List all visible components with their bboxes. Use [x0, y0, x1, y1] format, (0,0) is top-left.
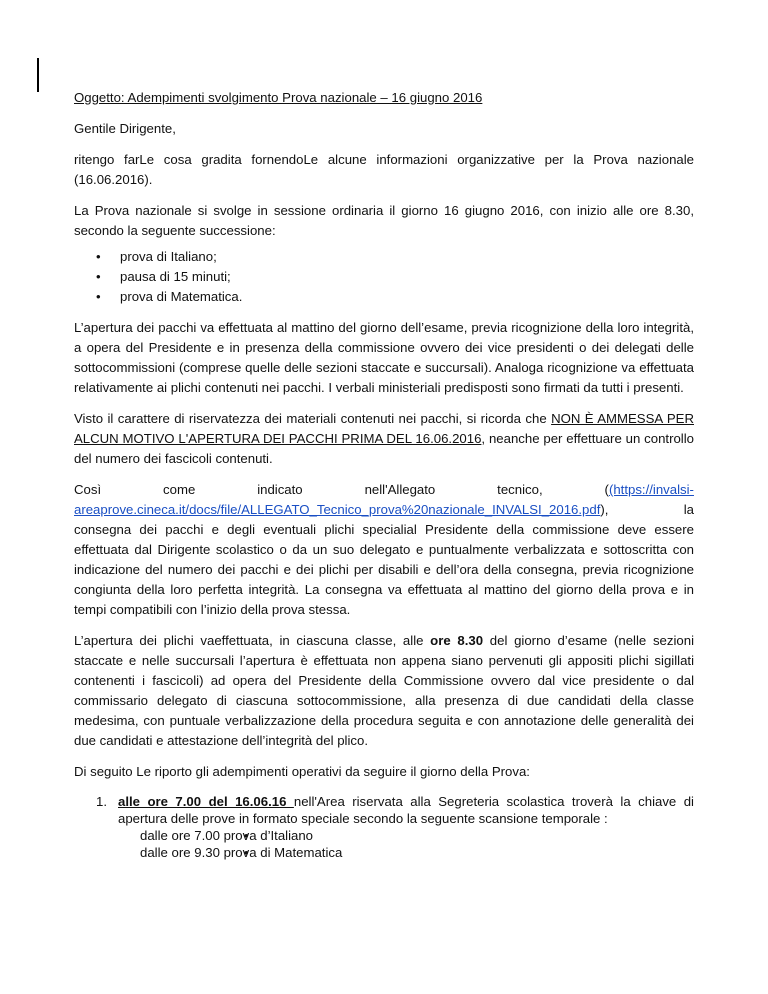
allegato-link-continued[interactable]: areaprove.cineca.it/docs/file/ALLEGATO_Tecnico_prova%20nazionale_INVALSI_2016.pdf — [74, 502, 601, 517]
no-opening-warning: NON È AMMESSA PER ALCUN MOTIVO L'APERTURA DEI PACCHI PRIMA DEL 16.06.2016 — [74, 411, 694, 446]
delivery-first-line: Così come indicato nell'Allegato tecnico, ((https://invalsi- — [74, 480, 694, 500]
steps-list — [96, 793, 694, 861]
margin-change-bar — [37, 58, 39, 92]
plichi-paragraph: L’apertura dei plichi vaeffettuata, in ciascuna classe, alle ore 8.30 del giorno d’esame (nelle sezioni staccate e nelle succursali l’apertura è effettuata non appena siano pervenuti gli appositi plichi sigillati contenenti i fascicoli) ad opera del Presidente della Commissione ovvero dal vice presidente o dal commissario delegato di ciascuna sottocommissione, alla presenza di due candidati della classe medesima, con puntuale verbalizzazione della procedura seguita e con annotazione delle generalità dei due candidati e attestazione dell’integrità del plico. — [74, 633, 695, 748]
subject-line: Oggetto: Adempimenti svolgimento Prova nazionale – 16 giugno 2016 — [74, 90, 483, 105]
intro-paragraph: ritengo farLe cosa gradita fornendoLe alcune informazioni organizzative per la Prova nazionale (16.06.2016). — [74, 152, 694, 187]
schedule-list — [74, 247, 694, 307]
list-item: • pausa di 15 minuti; — [74, 267, 694, 287]
delivery-paragraph: Così come indicato nell'Allegato tecnico, ((https://invalsi- areaprove.cineca.it/docs/file/ALLEGATO_Tecnico_prova%20nazionale_INVALSI_2016.pdf), la consegna dei pacchi e degli eventuali plichi specialial Presidente della commissione deve essere effettuata dal Dirigente scolastico o da un suo delegato e puntualmente verbalizzata e sottoscritta con indicazione del numero dei pacchi e dei plichi per disabili e dell’ora della consegna, previa ricognizione congiunta della loro perfetta integrità. La consegna va effettuata al mattino del giorno della prova e in tempi compatibili con l’inizio della prova stessa. — [74, 482, 694, 617]
greeting: Gentile Dirigente, — [74, 121, 176, 136]
list-item: 1. alle ore 7.00 del 16.06.16 nell'Area riservata alla Segreteria scolastica troverà la chiave di apertura delle prove in formato speciale secondo la seguente scansione temporale : • dalle ore 7.00 prova d’Italiano • dalle ore 9.30 prova di Matematica — [96, 793, 694, 861]
letter-body — [74, 88, 694, 861]
list-item: • dalle ore 7.00 prova d’Italiano — [118, 827, 694, 844]
delivery-second-line: areaprove.cineca.it/docs/file/ALLEGATO_Tecnico_prova%20nazionale_INVALSI_2016.pdf), la — [74, 502, 694, 517]
confidentiality-paragraph: Visto il carattere di riservatezza dei materiali contenuti nei pacchi, si ricorda che NON È AMMESSA PER ALCUN MOTIVO L'APERTURA DEI PACCHI PRIMA DEL 16.06.2016, neanche per effettuare un controllo del numero dei fascicoli contenuti. — [74, 411, 695, 466]
list-item: • prova di Matematica. — [74, 287, 694, 307]
list-item: • prova di Italiano; — [74, 247, 694, 267]
schedule-paragraph: La Prova nazionale si svolge in sessione ordinaria il giorno 16 giugno 2016, con inizio alle ore 8.30, secondo la seguente successione: — [74, 203, 694, 238]
time-schedule-list — [118, 827, 694, 861]
steps-intro: Di seguito Le riporto gli adempimenti operativi da seguire il giorno della Prova: — [74, 764, 530, 779]
list-item: • dalle ore 9.30 prova di Matematica — [118, 844, 694, 861]
allegato-link[interactable]: ((https://invalsi- — [604, 482, 694, 497]
opening-paragraph: L’apertura dei pacchi va effettuata al mattino del giorno dell’esame, previa ricognizione della loro integrità, a opera del Presidente e in presenza della commissione ovvero dei vice presidenti o dei delegati delle sottocommissioni (comprese quelle delle sezioni staccate e succursali). Analoga ricognizione va effettuata relativamente ai plichi contenuti nei pacchi. I verbali ministeriali predisposti sono firmati da tutti i presenti. — [74, 320, 694, 395]
